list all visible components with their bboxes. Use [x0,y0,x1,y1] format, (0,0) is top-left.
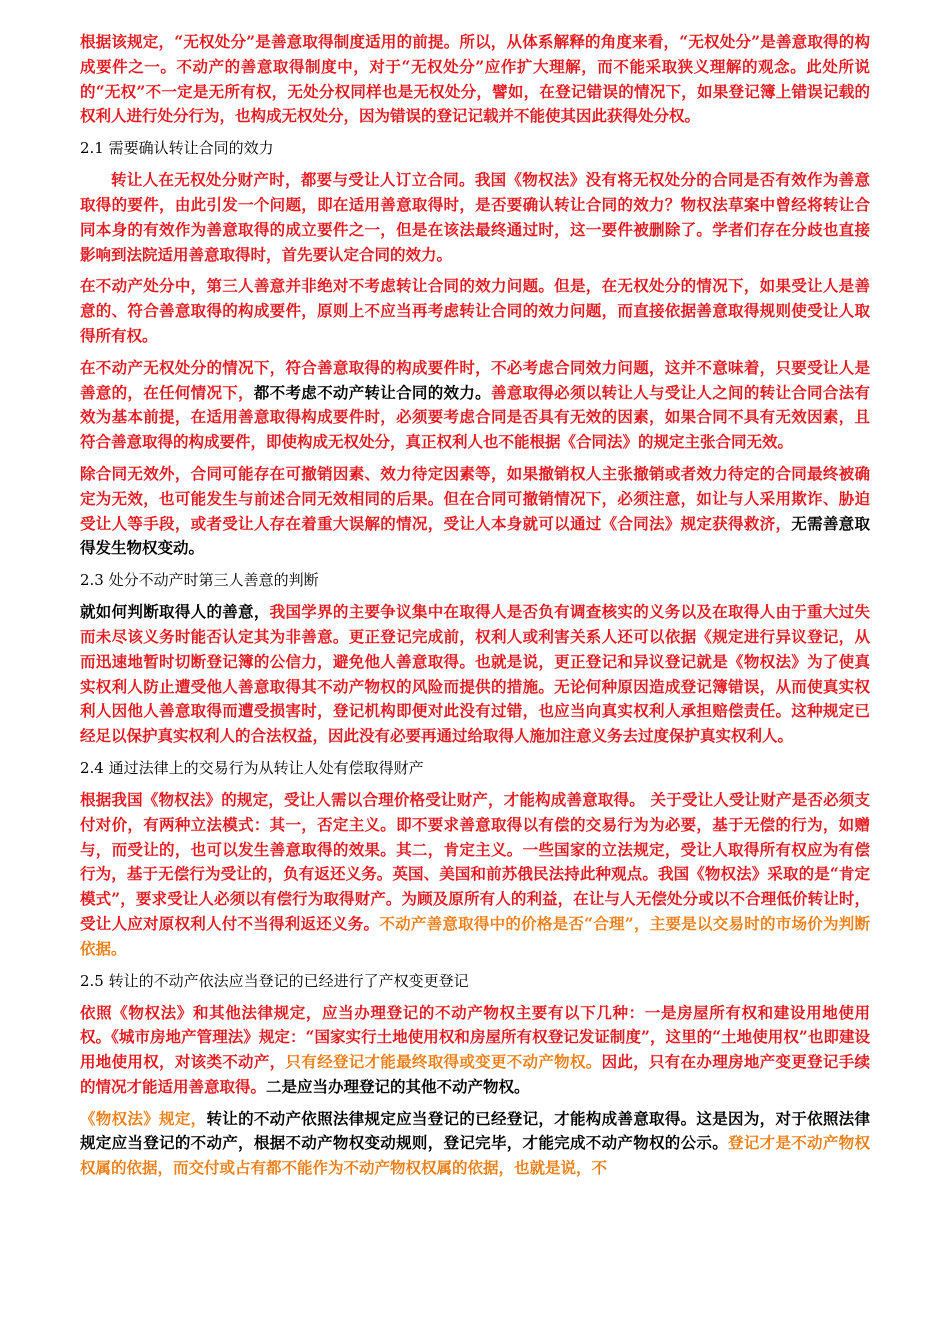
paragraph-text-black: 二是应当办理登记的其他不动产物权。 [266,1076,530,1096]
section-heading-2-5: 2.5 转让的不动产依法应当登记的已经进行了产权变更登记 [80,971,469,990]
paragraph-text: 在不动产处分中，第三人善意并非绝对不考虑转让合同的效力问题。但是，在无权处分的情况下，如果受让人是善意的、符合善意取得的构成要件，原则上不应当再考虑转让合同的效力问题，而直接依据善意取得规则使受让人取得所有权。 [80,276,870,345]
paragraph-text-black: 都不考虑不动产转让合同的效力。 [253,382,491,402]
paragraph-validity-premise [80,356,870,455]
paragraph-text: 根据该规定，“无权处分”是善意取得制度适用的前提。所以，从体系解释的角度来看，“无权处分”是善意取得的构成要件之一。不动产的善意取得制度中，对于“无权处分”应作扩大理解，而不能采取狭义理解的观念。此处所说的“无权”不一定是无所有权，无处分权同样也是无权处分，譬如，在登记错误的情况下，如果登记簿上错误记载的权利人进行处分行为，也构成无权处分，因为错误的登记记载并不能使其因此获得处分权。 [80,32,870,126]
paragraph-text-orange: 《物权法》规定， [80,1108,207,1128]
paragraph-text-orange: 不动产善意取得中的价格是否“合理”，主要是以交易时的市场价为判断依据。 [80,913,870,958]
paragraph-text-black: 转让的不动产依照法律规定应当登记的已经登记，才能构成善意取得。这是因为，对于依照法律规定应当登记的不动产，根据不动产物权变动规则，登记完毕，才能完成不动产物权的公示。 [80,1108,870,1153]
paragraph-text: 因此，只有在办理房地产变更登记手续的情况才能适用善意取得。 [80,1052,870,1096]
section-heading-2-3: 2.3 处分不动产时第三人善意的判断 [80,571,319,590]
paragraph-reasonable-price [80,788,870,962]
paragraph-registration-requirement [80,1107,870,1181]
paragraph-text: 善意取得必须以转让人与受让人之间的转让合同合法有效为基本前提，在适用善意取得构成要件时，必须要考虑合同是否具有无效的因素，如果合同不具有无效因素，且符合善意取得的构成要件，即使构成无权处分，真正权利人也不能根据《合同法》的规定主张合同无效。 [80,382,870,452]
paragraph-contract-validity [80,168,870,267]
paragraph-text-orange: 登记才是不动产物权权属的依据，而交付或占有都不能作为不动产物权权属的依据，也就是说，不 [80,1133,870,1178]
paragraph-good-faith-judgment [80,600,870,749]
paragraph-unauthorized-disposal [80,30,870,129]
paragraph-text: 在不动产无权处分的情况下，符合善意取得的构成要件时，不必考虑合同效力问题，这并不意味着，只要受让人是善意的，在任何情况下， [80,357,870,402]
paragraph-text-black: 就如何判断取得人的善意， [80,602,270,622]
paragraph-text: 除合同无效外，合同可能存在可撤销因素、效力待定因素等，如果撤销权人主张撤销或者效力待定的合同最终被确定为无效，也可能发生与前述合同无效相同的后果。但在合同可撤销情况下，必须注意，如让与人采用欺诈、胁迫受让人等手段，或者受让人存在着重大误解的情况，受让人本身就可以通过《合同法》规定获得救济， [80,463,870,533]
paragraph-text: 转让人在无权处分财产时，都要与受让人订立合同。我国《物权法》没有将无权处分的合同是否有效作为善意取得的要件，由此引发一个问题，即在适用善意取得时，是否要确认转让合同的效力？物权法草案中曾经将转让合同本身的有效作为善意取得的成立要件之一，但是在该法最终通过时，这一要件被删除了。学者们存在分歧也直接影响到法院适用善意取得时，首先要认定合同的效力。 [80,170,870,264]
paragraph-revocable-contracts [80,462,870,561]
paragraph-registration-types [80,1001,870,1100]
section-heading-2-1: 2.1 需要确认转让合同的效力 [80,139,274,158]
paragraph-text: 依照《物权法》和其他法律规定，应当办理登记的不动产物权主要有以下几种：一是房屋所有权和建设用地使用权。《城市房地产管理法》规定：“国家实行土地使用权和房屋所有权登记发证制度”，这里的“土地使用权”也即建设用地使用权，对该类不动产， [80,1002,870,1072]
paragraph-third-party-good-faith [80,274,870,348]
paragraph-text-black: 无需善意取得发生物权变动。 [80,513,870,558]
paragraph-text-orange: 只有经登记才能最终取得或变更不动产物权。 [285,1052,602,1072]
section-heading-2-4: 2.4 通过法律上的交易行为从转让人处有偿取得财产 [80,758,424,777]
paragraph-text: 根据我国《物权法》的规定，受让人需以合理价格受让财产，才能构成善意取得。 关于受让人受让财产是否必须支付对价，有两种立法模式：其一，否定主义。即不要求善意取得以有偿的交易行为为必要，基于无偿的行为，如赠与，而受让的，也可以发生善意取得的效果。其二，肯定主义。一些国家的立法规定，受让人取得所有权应为有偿行为，基于无偿行为受让的，负有返还义务。英国、美国和前苏俄民法持此种观点。我国《物权法》采取的是“肯定模式”，要求受让人必须以有偿行为取得财产。为顾及原所有人的利益，在让与人无偿处分或以不合理低价转让时，受让人应对原权利人付不当得利返还义务。 [80,789,870,933]
paragraph-text: 我国学界的主要争议集中在取得人是否负有调查核实的义务以及在取得人由于重大过失而未尽该义务时能否认定其为非善意。更正登记完成前，权利人或利害关系人还可以依据《规定进行异议登记，从而迅速地暂时切断登记簿的公信力，避免他人善意取得。也就是说，更正登记和异议登记就是《物权法》为了使真实权利人防止遭受他人善意取得其不动产物权的风险而提供的措施。无论何种原因造成登记簿错误，从而使真实权利人因他人善意取得而遭受损害时，登记机构即便对此没有过错，也应当向真实权利人承担赔偿责任。这种规定已经足以保护真实权利人的合法权益，因此没有必要再通过给取得人施加注意义务去过度保护真实权利人。 [80,602,870,746]
document-page [80,30,870,1188]
